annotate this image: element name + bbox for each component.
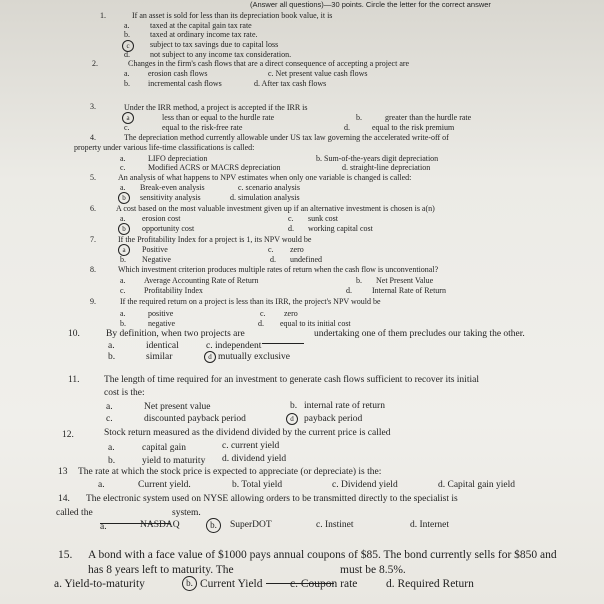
q8-number: 8.: [90, 265, 96, 274]
q3-letter-b: b.: [356, 113, 362, 122]
q14-option-a: NASDAQ: [140, 520, 180, 530]
q9-number: 9.: [90, 297, 96, 306]
q8-option-a: Average Accounting Rate of Return: [144, 276, 259, 285]
q5-letter-a: a.: [120, 183, 126, 192]
q11-option-b: internal rate of return: [304, 401, 385, 411]
q1-letter-a: a.: [124, 21, 130, 30]
q12-option-b: yield to maturity: [142, 456, 206, 466]
q1-letter-d: d.: [124, 50, 130, 59]
q10-circle-d[interactable]: d: [204, 351, 216, 363]
q13-option-b: b. Total yield: [232, 480, 283, 490]
q3-stem: Under the IRR method, a project is accepted if the IRR is: [124, 103, 308, 112]
q5-option-d: d. simulation analysis: [230, 193, 300, 202]
q6-number: 6.: [90, 204, 96, 213]
q11-stem-line1: The length of time required for an investment to generate cash flows sufficient to recover its initial: [104, 375, 479, 385]
q12-letter-a: a.: [108, 443, 115, 453]
q14-letter-a: a.: [100, 522, 107, 532]
q11-letter-b: b.: [290, 401, 298, 411]
q5-number: 5.: [90, 173, 96, 182]
q7-option-d: undefined: [290, 255, 322, 264]
q11-letter-a: a.: [106, 402, 113, 412]
q11-option-a: Net present value: [144, 402, 211, 412]
q9-letter-b: b.: [120, 319, 126, 328]
q3-letter-c: c.: [124, 123, 130, 132]
q10-blank[interactable]: [262, 337, 304, 347]
q1-number: 1.: [100, 11, 106, 20]
q7-circle-a[interactable]: a: [118, 244, 130, 256]
q2-stem: Changes in the firm's cash flows that are a direct consequence of accepting a project are: [128, 59, 410, 68]
q12-letter-b: b.: [108, 456, 116, 466]
q4-option-c: Modified ACRS or MACRS depreciation: [148, 163, 281, 172]
q1-stem: If an asset is sold for less than its depreciation book value, it is: [132, 11, 333, 20]
q9-letter-d: d.: [258, 319, 264, 328]
q8-stem: Which investment criterion produces multiple rates of return when the cash flow is unconventional?: [118, 265, 439, 274]
q7-number: 7.: [90, 235, 96, 244]
q15-option-a: a. Yield-to-maturity: [54, 578, 145, 590]
q4-option-d: d. straight-line depreciation: [342, 163, 431, 172]
q5-option-c: c. scenario analysis: [238, 183, 300, 192]
q4-option-a: LIFO depreciation: [148, 154, 208, 163]
q1-letter-b: b.: [124, 30, 130, 39]
q2-option-c: c. Net present value cash flows: [268, 69, 368, 78]
q13-option-a: Current yield.: [138, 480, 191, 490]
q6-letter-c: c.: [288, 214, 294, 223]
q12-number: 12.: [62, 430, 74, 440]
q4-stem-line2: property under various life-time classifications is called:: [74, 143, 255, 152]
q14-option-c: c. Instinet: [316, 520, 354, 530]
q9-option-a: positive: [148, 309, 174, 318]
q13-number: 13: [58, 467, 68, 477]
q2-number: 2.: [92, 59, 98, 68]
q6-circle-b[interactable]: b: [118, 223, 130, 235]
q15-option-d: d. Required Return: [386, 578, 474, 590]
q15-stem-line2a: has 8 years left to maturity. The: [88, 564, 234, 576]
q11-number: 11.: [68, 375, 80, 385]
q13-stem: The rate at which the stock price is expected to appreciate (or depreciate) is the:: [78, 467, 382, 477]
q2-option-a: erosion cash flows: [148, 69, 208, 78]
q9-letter-c: c.: [260, 309, 266, 318]
q3-letter-d: d.: [344, 123, 350, 132]
q8-option-c: Profitability Index: [144, 286, 203, 295]
q15-number: 15.: [58, 549, 73, 561]
q11-option-c: discounted payback period: [144, 414, 246, 424]
q2-option-d: d. After tax cash flows: [254, 79, 327, 88]
q13-option-d: d. Capital gain yield: [438, 480, 516, 490]
q8-letter-b: b.: [356, 276, 362, 285]
q7-stem: If the Profitability Index for a project is 1, its NPV would be: [118, 235, 312, 244]
q15-option-c: c. Coupon rate: [290, 578, 358, 590]
q3-option-b: greater than the hurdle rate: [385, 113, 472, 122]
q8-letter-a: a.: [120, 276, 126, 285]
q6-letter-a: a.: [120, 214, 126, 223]
q8-letter-c: c.: [120, 286, 126, 295]
q9-option-d: equal to its initial cost: [280, 319, 351, 328]
q5-option-a: Break-even analysis: [140, 183, 205, 192]
q7-letter-d: d.: [270, 255, 276, 264]
q1-option-b: taxed at ordinary income tax rate.: [150, 30, 258, 39]
q14-option-b: SuperDOT: [230, 520, 272, 530]
q9-letter-a: a.: [120, 309, 126, 318]
q3-number: 3.: [90, 102, 96, 111]
q1-option-c: subject to tax savings due to capital loss: [150, 40, 279, 49]
q6-option-b: opportunity cost: [142, 224, 195, 233]
q14-stem-line1: The electronic system used on NYSE allowing orders to be transmitted directly to the specialist is: [86, 494, 458, 504]
q10-stem-part2: undertaking one of them precludes our taking the other.: [314, 329, 525, 339]
q4-number: 4.: [90, 133, 96, 142]
q5-option-b: sensitivity analysis: [140, 193, 201, 202]
q10-option-c: c. independent: [206, 341, 262, 351]
q10-letter-b: b.: [108, 352, 116, 362]
q2-letter-a: a.: [124, 69, 130, 78]
q11-letter-c: c.: [106, 414, 113, 424]
q6-letter-d: d.: [288, 224, 294, 233]
q7-option-b: Negative: [142, 255, 171, 264]
q3-circle-a[interactable]: a: [122, 112, 134, 124]
q10-stem-part1: By definition, when two projects are: [106, 329, 245, 339]
q10-option-b: similar: [146, 352, 173, 362]
q7-letter-c: c.: [268, 245, 274, 254]
q13-option-c: c. Dividend yield: [332, 480, 398, 490]
q6-stem: A cost based on the most valuable investment given up if an alternative investment is chosen is a(n): [116, 204, 435, 213]
q5-circle-b[interactable]: b: [118, 192, 130, 204]
exam-header: (Answer all questions)—30 points. Circle the letter for the correct answer: [250, 0, 491, 9]
q9-option-b: negative: [148, 319, 176, 328]
q3-option-a: less than or equal to the hurdle rate: [162, 113, 275, 122]
q4-option-b: b. Sum-of-the-years digit depreciation: [316, 154, 439, 163]
q8-option-b: Net Present Value: [376, 276, 434, 285]
q14-number: 14.: [58, 494, 70, 504]
q7-letter-b: b.: [120, 255, 126, 264]
q12-stem: Stock return measured as the dividend divided by the current price is called: [104, 428, 391, 438]
q2-option-b: incremental cash flows: [148, 79, 222, 88]
q12-option-d: d. dividend yield: [222, 454, 287, 464]
q14-circle-b[interactable]: b.: [206, 518, 221, 533]
q8-letter-d: d.: [346, 286, 352, 295]
q13-letter-a: a.: [98, 480, 105, 490]
q8-option-d: Internal Rate of Return: [372, 286, 446, 295]
q14-stem-system: system.: [172, 508, 201, 518]
q7-option-c: zero: [290, 245, 304, 254]
q7-option-a: Positive: [142, 245, 168, 254]
q2-letter-b: b.: [124, 79, 130, 88]
q10-letter-a: a.: [108, 341, 115, 351]
q12-option-a: capital gain: [142, 443, 187, 453]
q15-circle-b[interactable]: b.: [182, 576, 197, 591]
q1-option-a: taxed at the capital gain tax rate: [150, 21, 252, 30]
q10-number: 10.: [68, 329, 80, 339]
q6-option-d: working capital cost: [308, 224, 373, 233]
q3-option-c: equal to the risk-free rate: [162, 123, 243, 132]
q9-option-c: zero: [284, 309, 298, 318]
q14-option-d: d. Internet: [410, 520, 450, 530]
q12-option-c: c. current yield: [222, 441, 280, 451]
q4-letter-a: a.: [120, 154, 126, 163]
q6-option-a: erosion cost: [142, 214, 181, 223]
q15-option-b: Current Yield: [200, 578, 263, 590]
q4-stem-line1: The depreciation method currently allowable under US tax law governing the accelerated write-off of: [124, 133, 449, 142]
q11-stem-line2: cost is the:: [104, 388, 145, 398]
q10-option-a: identical: [146, 341, 179, 351]
q5-stem: An analysis of what happens to NPV estimates when only one variable is changed is called:: [118, 173, 412, 182]
q15-stem-line2b: must be 8.5%.: [340, 564, 406, 576]
q1-circle-c[interactable]: c: [122, 40, 134, 52]
q3-option-d: equal to the risk premium: [372, 123, 455, 132]
q9-stem: If the required return on a project is less than its IRR, the project's NPV would be: [120, 297, 381, 306]
q11-circle-d[interactable]: d: [286, 413, 298, 425]
q14-stem-called: called the: [56, 508, 93, 518]
q1-option-d: not subject to any income tax consideration.: [150, 50, 292, 59]
q11-option-d: payback period: [304, 414, 363, 424]
q6-option-c: sunk cost: [308, 214, 338, 223]
q10-option-d: mutually exclusive: [218, 352, 291, 362]
q4-letter-c: c.: [120, 163, 126, 172]
q15-stem-line1: A bond with a face value of $1000 pays annual coupons of $85. The bond currently sells for $850 and: [88, 549, 557, 561]
